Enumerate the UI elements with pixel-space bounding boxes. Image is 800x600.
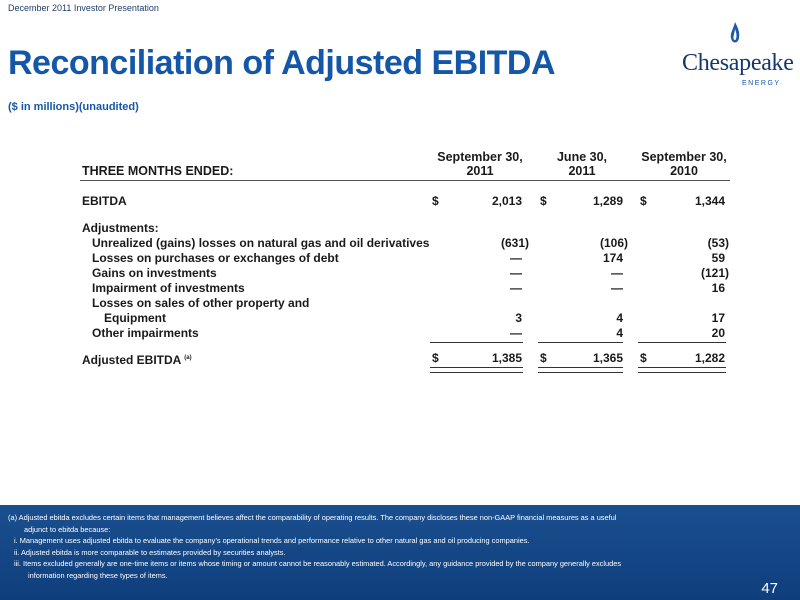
- cell-value: (106): [599, 236, 628, 250]
- logo-wordmark: Chesapeake: [682, 50, 794, 76]
- table-row: [80, 251, 730, 266]
- header-rule: [80, 180, 730, 181]
- page-title: Reconciliation of Adjusted EBITDA: [8, 44, 556, 82]
- column-header-2: June 30, 2011: [556, 150, 608, 178]
- cell-value: —: [510, 281, 522, 295]
- cell-value: 4: [616, 311, 623, 325]
- cell-value: 1,385: [491, 351, 522, 365]
- cell-value: 1,289: [592, 194, 623, 208]
- currency-symbol: $: [640, 351, 647, 365]
- adjusted-ebitda-row: [80, 351, 730, 366]
- table-row: [80, 311, 730, 326]
- row-label: Equipment: [104, 311, 166, 325]
- footnote-text: [8, 512, 728, 582]
- cell-value: 2,013: [491, 194, 522, 208]
- row-label: Losses on sales of other property and: [92, 296, 310, 310]
- column-header-1: September 30, 2011: [437, 150, 523, 178]
- adjustments-heading-row: [80, 221, 730, 236]
- page-number: 47: [761, 580, 778, 597]
- subtotal-rule: [430, 342, 523, 343]
- cell-value: 1,344: [694, 194, 725, 208]
- subtotal-rule: [538, 342, 623, 343]
- currency-symbol: $: [640, 194, 647, 208]
- cell-value: (53): [707, 236, 729, 250]
- cell-value: 20: [711, 326, 725, 340]
- cell-value: 59: [711, 251, 725, 265]
- cell-value: —: [611, 281, 623, 295]
- currency-symbol: $: [432, 194, 439, 208]
- cell-value: (631): [500, 236, 529, 250]
- footer-band: [0, 505, 800, 600]
- total-double-rule: [538, 367, 623, 373]
- table-row: [80, 296, 730, 311]
- currency-symbol: $: [540, 351, 547, 365]
- table-row: [80, 236, 730, 251]
- ebitda-row: [80, 194, 730, 209]
- table-row: [80, 266, 730, 281]
- footnote-item: ii. Adjusted ebitda is more comparable to estimates provided by securities analysts.: [14, 547, 286, 557]
- cell-value: —: [611, 266, 623, 280]
- row-label: Impairment of investments: [92, 281, 245, 295]
- cell-value: 1,365: [592, 351, 623, 365]
- company-logo: [680, 8, 794, 93]
- cell-value: 1,282: [694, 351, 725, 365]
- cell-value: —: [510, 326, 522, 340]
- period-label-row: [80, 164, 730, 179]
- total-double-rule: [430, 367, 523, 373]
- column-header-3: September 30, 2010: [641, 150, 727, 178]
- row-label: Losses on purchases or exchanges of debt: [92, 251, 339, 265]
- subtotal-rule: [638, 342, 726, 343]
- cell-value: 16: [711, 281, 725, 295]
- adjustments-heading: Adjustments:: [82, 221, 159, 235]
- units-subtitle: ($ in millions)(unaudited): [8, 101, 139, 113]
- row-label: EBITDA: [82, 194, 127, 208]
- footnote-item: iii. Items excluded generally are one-time items or items whose timing or amount cannot be reasonably estimated. Accordingly, any guidance provided by the company generally excludes: [14, 559, 622, 569]
- currency-symbol: $: [540, 194, 547, 208]
- row-label: Unrealized (gains) losses on natural gas and oil derivatives: [92, 236, 430, 250]
- flame-icon: [729, 22, 741, 48]
- footnote-line: (a) Adjusted ebitda excludes certain items that management believes affect the comparability of operating results. The company discloses these non-GAAP financial measures as a useful: [8, 513, 617, 522]
- table-row: [80, 326, 730, 341]
- row-label: Gains on investments: [92, 266, 217, 280]
- cell-value: —: [510, 251, 522, 265]
- row-label: Other impairments: [92, 326, 199, 340]
- footnote-item: i. Management uses adjusted ebitda to evaluate the company’s operational trends and performance relative to other natural gas and oil producing companies.: [14, 536, 530, 546]
- cell-value: 174: [602, 251, 623, 265]
- currency-symbol: $: [432, 351, 439, 365]
- table-row: [80, 281, 730, 296]
- cell-value: —: [510, 266, 522, 280]
- total-double-rule: [638, 367, 726, 373]
- header-note: December 2011 Investor Presentation: [8, 3, 159, 13]
- period-label: THREE MONTHS ENDED:: [82, 164, 234, 178]
- cell-value: 4: [616, 326, 623, 340]
- cell-value: (121): [700, 266, 729, 280]
- row-label: Adjusted EBITDA $^{(a)}$: [82, 353, 192, 367]
- cell-value: 17: [711, 311, 725, 325]
- logo-subtext: ENERGY: [742, 80, 781, 87]
- cell-value: 3: [515, 311, 522, 325]
- footnote-line: information regarding these types of items.: [28, 570, 168, 580]
- footnote-line: adjunct to ebitda because:: [24, 524, 111, 534]
- footnote-marker: (a): [184, 355, 192, 361]
